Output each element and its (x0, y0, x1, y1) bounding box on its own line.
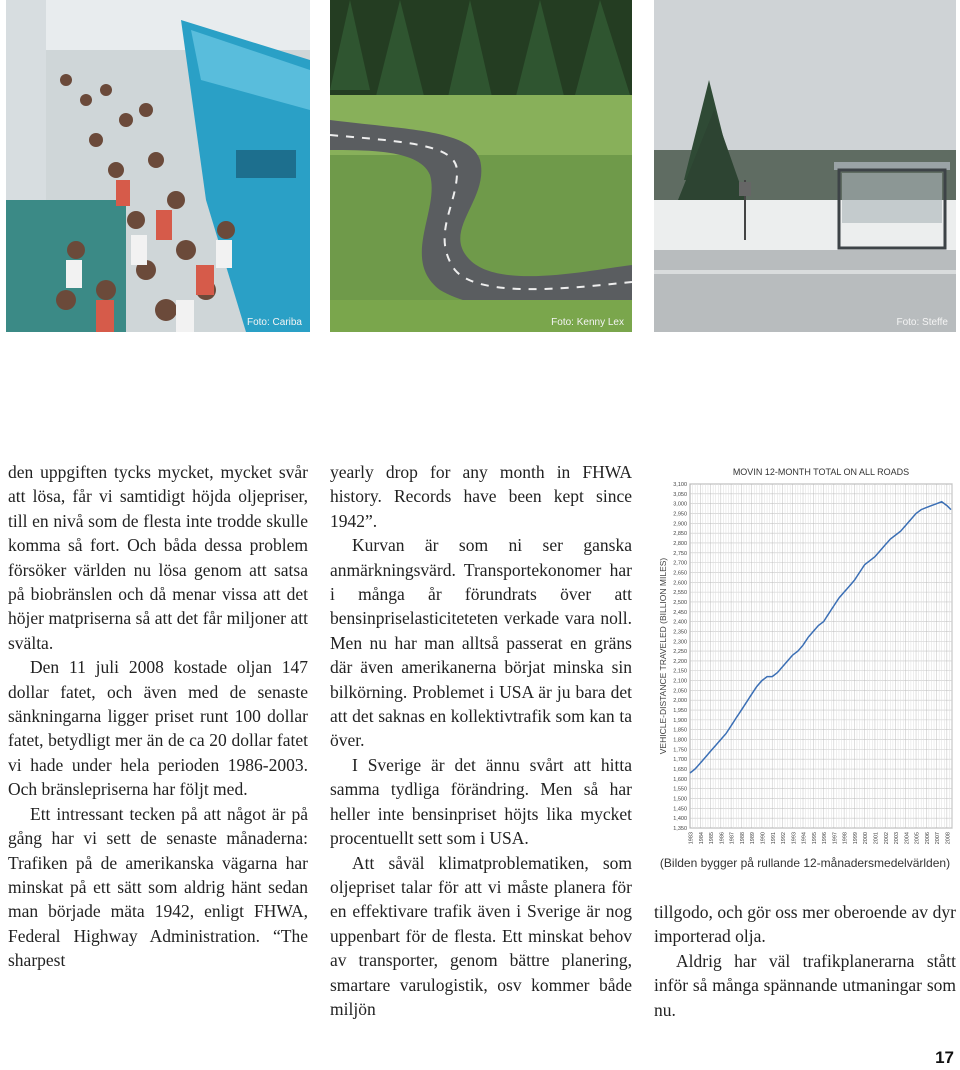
paragraph: den uppgiften tycks mycket, mycket svår att lösa, får vi samtidigt höjda oljepriser, till en nivå som de flesta inte trodde skulle komma så fort. Och båda dessa problem försöker världen nu lösa genom att satsa på biobränslen och då menar vissa att det höjer matpriserna så att det får miljoner att svälta. (8, 462, 308, 653)
x-tick-label: 1983 (688, 832, 695, 845)
x-tick-label: 1993 (791, 832, 798, 845)
y-tick-label: 2,500 (673, 599, 687, 606)
y-tick-label: 2,700 (673, 560, 687, 567)
y-tick-label: 3,050 (673, 491, 687, 498)
y-tick-label: 2,650 (673, 570, 687, 577)
y-tick-label: 1,600 (673, 776, 687, 783)
y-tick-label: 1,650 (673, 767, 687, 774)
text-column-2 (330, 460, 632, 1021)
y-tick-label: 2,800 (673, 540, 687, 547)
y-tick-label: 2,950 (673, 511, 687, 518)
y-tick-label: 2,550 (673, 590, 687, 597)
y-tick-label: 2,400 (673, 619, 687, 626)
x-tick-label: 1994 (801, 832, 808, 845)
y-axis-label: VEHICLE-DISTANCE TRAVELED (BILLION MILES) (658, 557, 668, 755)
y-tick-label: 2,100 (673, 678, 687, 685)
x-tick-label: 1985 (709, 832, 716, 845)
x-tick-label: 1991 (770, 832, 777, 845)
x-tick-label: 1988 (739, 832, 746, 845)
y-tick-label: 2,300 (673, 639, 687, 646)
paragraph: yearly drop for any month in FHWA history. Records have been kept since 1942”. (330, 462, 632, 531)
y-tick-label: 1,900 (673, 717, 687, 724)
x-tick-label: 2001 (873, 832, 880, 845)
chart-svg (654, 462, 956, 852)
y-tick-label: 1,850 (673, 727, 687, 734)
y-tick-label: 1,950 (673, 708, 687, 715)
x-tick-label: 2006 (924, 832, 931, 845)
photo-credit: Foto: Kenny Lex (551, 317, 624, 328)
paragraph: I Sverige är det ännu svårt att hitta samma tydliga förändring. Men så har heller inte bensinpriset höjts lika mycket procentuellt sett som i USA. (330, 754, 632, 849)
x-tick-label: 1989 (750, 832, 757, 845)
x-tick-label: 1986 (719, 832, 726, 845)
text-column-1 (8, 460, 308, 973)
x-tick-label: 1999 (852, 832, 859, 845)
y-tick-label: 1,450 (673, 806, 687, 813)
y-tick-label: 2,450 (673, 609, 687, 616)
x-tick-label: 2002 (883, 832, 890, 845)
y-tick-label: 2,050 (673, 688, 687, 695)
chart-title: MOVIN 12-MONTH TOTAL ON ALL ROADS (732, 467, 910, 477)
subway-crowd-photo (6, 0, 310, 332)
photo-credit: Foto: Steffe (896, 317, 948, 328)
text-column-3 (654, 900, 956, 1022)
x-tick-label: 2004 (904, 832, 911, 845)
y-tick-label: 2,350 (673, 629, 687, 636)
x-tick-label: 1990 (760, 832, 767, 845)
vmt-line-chart (654, 462, 956, 884)
x-tick-label: 1987 (729, 832, 736, 845)
y-tick-label: 2,850 (673, 531, 687, 538)
y-tick-label: 3,000 (673, 501, 687, 508)
y-tick-label: 2,600 (673, 580, 687, 587)
y-tick-label: 2,200 (673, 658, 687, 665)
x-tick-label: 1984 (698, 832, 705, 845)
x-tick-label: 1996 (822, 832, 829, 845)
x-tick-label: 1995 (811, 832, 818, 845)
y-tick-label: 1,800 (673, 737, 687, 744)
x-tick-label: 2000 (863, 832, 870, 845)
x-tick-label: 2008 (945, 832, 952, 845)
winding-road-photo (330, 0, 632, 332)
x-tick-label: 1992 (781, 832, 788, 845)
y-tick-label: 1,500 (673, 796, 687, 803)
paragraph: tillgodo, och gör oss mer oberoende av dyr importerad olja. (654, 902, 956, 947)
winter-bus-stop-photo (654, 0, 956, 332)
y-tick-label: 2,900 (673, 521, 687, 528)
y-tick-label: 1,550 (673, 786, 687, 793)
photo-credit: Foto: Cariba (246, 317, 302, 328)
y-tick-label: 1,750 (673, 747, 687, 754)
y-tick-label: 2,250 (673, 649, 687, 656)
y-tick-label: 2,000 (673, 698, 687, 705)
y-tick-label: 1,350 (673, 826, 687, 832)
y-tick-label: 2,150 (673, 668, 687, 675)
y-tick-label: 2,750 (673, 550, 687, 557)
paragraph: Aldrig har väl trafikplanerarna stått inför så många spännande utmaningar som nu. (654, 950, 956, 1020)
x-tick-label: 1998 (842, 832, 849, 845)
x-tick-label: 2003 (894, 832, 901, 845)
paragraph: Ett intressant tecken på att något är på gång har vi sett de senaste månaderna: Trafiken på de amerikanska vägarna har minskat på ett sätt som aldrig hänt sedan man började mäta 1942, enligt FHWA, Federal Highway Administration. “The sharpest (8, 803, 308, 971)
x-tick-label: 2007 (935, 832, 942, 845)
page-number: 17 (935, 1048, 954, 1067)
paragraph: Den 11 juli 2008 kostade oljan 147 dollar fatet, och även med de senaste sänkningarna ligger priset runt 100 dollar fatet, betydligt mer än de ca 20 dollar fatet vi hade under hela perioden 1986-2003. Och bränslepriserna har följt med. (8, 657, 308, 800)
y-tick-label: 1,400 (673, 816, 687, 823)
chart-caption: (Bilden bygger på rullande 12-månadersmedelvärlden) (659, 856, 951, 870)
x-tick-label: 2005 (914, 832, 921, 845)
paragraph: Att såväl klimatproblematiken, som oljepriset talar för att vi måste planera för en effektivare trafik även i Sverige är nog uppenbart för de flesta. Ett minskat behov av transporter, genom bättre planering, smartare varulogistik, osv kommer både miljön (330, 852, 632, 1019)
y-tick-label: 3,100 (673, 482, 687, 488)
paragraph: Kurvan är som ni ser ganska anmärkningsvärd. Transportekonomer har i många år förundrats över att bensinpriselasticiteteten verkade vara noll. Men nu har man alltså passerat en gräns där även amerikanerna börjat minska sin bilkörning. Problemet i USA är ju bara det att det saknas en kollektivtrafik som kan ta över. (330, 535, 632, 751)
y-tick-label: 1,700 (673, 757, 687, 764)
x-tick-label: 1997 (832, 832, 839, 845)
